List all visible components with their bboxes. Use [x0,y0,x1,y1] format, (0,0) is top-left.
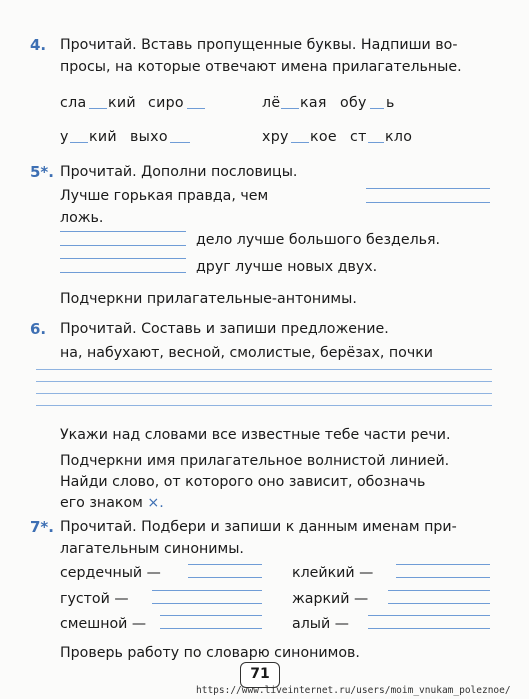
word-fragment: у [60,129,69,145]
answer-blank[interactable] [366,202,490,203]
answer-blank[interactable] [291,142,309,143]
writing-line[interactable] [36,393,492,394]
proverb-2: дело лучше большого безделья. [196,232,441,248]
answer-blank[interactable] [388,603,490,604]
answer-blank[interactable] [60,272,186,273]
task-6-instruction-5-text: его знаком [60,495,143,511]
task-5-number: 5*. [30,163,54,181]
task-4-instruction-line1: Прочитай. Вставь пропущенные буквы. Надпиши во- [60,37,458,53]
word-fragment: обу [340,95,367,111]
task-5-instruction: Прочитай. Дополни пословицы. [60,164,298,180]
answer-blank[interactable] [70,142,88,143]
task-6-instruction-4: Найди слово, от которого оно зависит, обозначь [60,474,426,490]
task-6-instruction-2: Укажи над словами все известные тебе части речи. [60,427,451,443]
answer-blank[interactable] [368,628,490,629]
task-6-number: 6. [30,320,47,338]
word-fragment: выхо [130,129,168,145]
proverb-1-start: Лучше горькая правда, чем [60,188,269,204]
answer-blank[interactable] [368,142,384,143]
answer-blank[interactable] [187,108,205,109]
synonym-prompt-left-1: сердечный — [60,565,161,581]
task-5-note: Подчеркни прилагательные-антонимы. [60,291,357,307]
answer-blank[interactable] [388,590,490,591]
task-7-note: Проверь работу по словарю синонимов. [60,645,360,661]
word-fragment: ь [386,95,395,111]
writing-line[interactable] [36,381,492,382]
answer-blank[interactable] [396,564,490,565]
synonym-prompt-right-3: алый — [292,616,349,632]
task-7-instruction-line2: лагательным синонимы. [60,541,244,557]
answer-blank[interactable] [152,603,262,604]
answer-blank[interactable] [89,108,107,109]
synonym-prompt-right-1: клейкий — [292,565,374,581]
word-fragment: хру [262,129,289,145]
word-fragment: кий [108,95,136,111]
answer-blank[interactable] [152,590,262,591]
word-fragment: ст [350,129,367,145]
task-6-instruction-5 [60,494,164,512]
answer-blank[interactable] [188,564,262,565]
answer-blank[interactable] [60,258,186,259]
source-url-watermark: https://www.liveinternet.ru/users/moim_vnukam_poleznoe/ [196,685,511,696]
task-6-instruction: Прочитай. Составь и запиши предложение. [60,321,389,337]
word-fragment: лё [262,95,281,111]
writing-line[interactable] [36,405,492,406]
cross-mark-icon: ×. [147,495,164,511]
writing-line[interactable] [36,369,492,370]
word-fragment: кая [300,95,327,111]
synonym-prompt-right-2: жаркий — [292,591,369,607]
answer-blank[interactable] [60,231,186,232]
task-4-number: 4. [30,36,47,54]
task-7-number: 7*. [30,518,54,536]
page-number: 71 [240,662,280,688]
answer-blank[interactable] [188,577,262,578]
synonym-prompt-left-3: смешной — [60,616,147,632]
word-fragment: сиро [148,95,184,111]
task-6-instruction-3: Подчеркни имя прилагательное волнистой линией. [60,453,450,469]
task-7-instruction-line1: Прочитай. Подбери и запиши к данным именам при- [60,519,457,535]
answer-blank[interactable] [370,108,384,109]
synonym-prompt-left-2: густой — [60,591,129,607]
answer-blank[interactable] [281,108,299,109]
answer-blank[interactable] [368,615,490,616]
answer-blank[interactable] [160,615,262,616]
answer-blank[interactable] [60,245,186,246]
answer-blank[interactable] [366,188,490,189]
word-fragment: сла [60,95,87,111]
answer-blank[interactable] [170,142,190,143]
task-4-instruction-line2: просы, на которые отвечают имена прилагательные. [60,59,462,75]
task-6-words: на, набухают, весной, смолистые, берёзах, почки [60,345,433,361]
proverb-3: друг лучше новых двух. [196,259,378,275]
word-fragment: кий [89,129,117,145]
word-fragment: кло [385,129,413,145]
answer-blank[interactable] [160,628,262,629]
answer-blank[interactable] [396,577,490,578]
word-fragment: кое [310,129,337,145]
proverb-1-end: ложь. [60,210,104,226]
